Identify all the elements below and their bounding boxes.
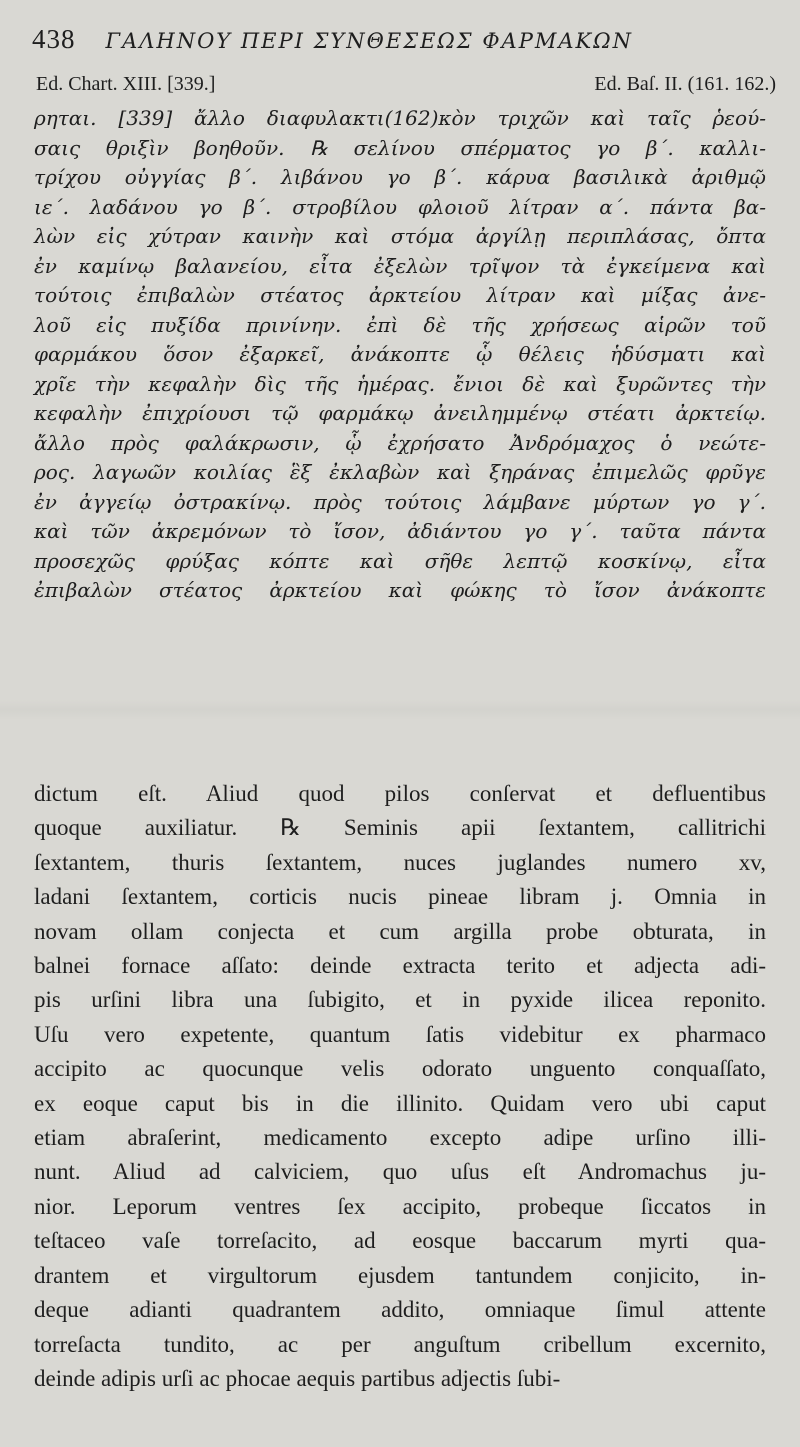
greek-text-line: λοῦ εἰς πυξίδα πρινίνην. ἐπὶ δὲ τῆς χρήσεως αἱρῶν τοῦ	[34, 312, 766, 337]
latin-text-line: nunt. Aliud ad calviciem, quo uſus eſt Andromachus ju-	[34, 1159, 766, 1185]
greek-text-line: σαις θριξὶν βοηθοῦν. ℞ σελίνου σπέρματος γο β΄. καλλι-	[34, 135, 766, 160]
greek-text-line: ἐπιβαλὼν στέατος ἀρκτείου καὶ φώκης τὸ ἴσον ἀνάκοπτε	[34, 578, 766, 602]
greek-text-line: φαρμάκου ὅσον ἐξαρκεῖ, ἀνάκοπτε ᾧ θέλεις ἡδύσματι καὶ	[34, 342, 766, 366]
edition-references	[36, 73, 776, 96]
greek-text-line: κεφαλὴν ἐπιχρίουσι τῷ φαρμάκῳ ἀνειλημμένῳ στέατι ἀρκτείῳ.	[34, 401, 766, 425]
greek-text-line: χρῖε τὴν κεφαλὴν δὶς τῆς ἡμέρας. ἔνιοι δὲ καὶ ξυρῶντες τὴν	[34, 371, 766, 396]
greek-text-line: προσεχῶς φρύξας κόπτε καὶ σῆθε λεπτῷ κοσκίνῳ, εἶτα	[34, 548, 766, 573]
latin-text-line: deinde adipis urſi ac phocae aequis partibus adjectis ſubi-	[34, 1365, 561, 1391]
latin-text-line: deque adianti quadrantem addito, omniaque ſimul attente	[34, 1297, 766, 1323]
latin-text-line: Uſu vero expetente, quantum ſatis videbitur ex pharmaco	[34, 1021, 766, 1047]
greek-text-line: καὶ τῶν ἀκρεμόνων τὸ ἴσον, ἀδιάντου γο γ΄. ταῦτα πάντα	[34, 519, 766, 543]
greek-text-line: ἐν ἀγγείῳ ὀστρακίνῳ. πρὸς τούτοις λάμβανε μύρτων γο γ΄.	[34, 489, 766, 514]
latin-text-line: etiam abraſerint, medicamento excepto adipe urſino illi-	[34, 1125, 766, 1151]
latin-text-line: quoque auxiliatur. ℞ Seminis apii ſextantem, callitrichi	[34, 815, 766, 841]
greek-text-line: ρηται. [339] ἄλλο διαφυλακτι(162)κὸν τριχῶν καὶ ταῖς ῥεού-	[34, 106, 766, 130]
latin-text-line: teſtaceo vaſe torreſacito, ad eosque baccarum myrti qua-	[34, 1228, 766, 1254]
edition-right: Ed. Baſ. II. (161. 162.)	[594, 73, 776, 95]
latin-text-line: pis urſini libra una ſubigito, et in pyxide ilicea reponito.	[34, 987, 766, 1013]
page-number: 438	[32, 24, 76, 54]
latin-text-line: dictum eſt. Aliud quod pilos conſervat et defluentibus	[34, 781, 766, 806]
greek-text-line: ἄλλο πρὸς φαλάκρωσιν, ᾧ ἐχρήσατο Ἀνδρόμαχος ὁ νεώτε-	[34, 430, 766, 455]
greek-text-line: τρίχου οὐγγίας β΄. λιβάνου γο β΄. κάρυα βασιλικὰ ἀριθμῷ	[34, 165, 766, 189]
latin-text-line: drantem et virgultorum ejusdem tantundem conjicito, in-	[34, 1262, 766, 1288]
greek-text-line: λὼν εἰς χύτραν καινὴν καὶ στόμα ἀργίλῃ περιπλάσας, ὄπτα	[34, 224, 766, 248]
edition-left: Ed. Chart. XIII. [339.]	[36, 73, 216, 95]
running-title: ΓΑΛΗΝΟΥ ΠΕΡΙ ΣΥΝΘΕΣΕΩΣ ΦΑΡΜΑΚΩΝ	[105, 29, 633, 53]
greek-text-block	[34, 104, 766, 606]
latin-text-line: torreſacta tundito, ac per anguſtum cribellum excernito,	[34, 1331, 766, 1357]
greek-text-line: τούτοις ἐπιβαλὼν στέατος ἀρκτείου λίτραν καὶ μίξας ἀνε-	[34, 283, 766, 307]
latin-text-line: novam ollam conjecta et cum argilla probe obturata, in	[34, 918, 766, 944]
latin-text-line: ſextantem, thuris ſextantem, nuces juglandes numero xv,	[34, 849, 766, 875]
latin-text-line: ex eoque caput bis in die illinito. Quidam vero ubi caput	[34, 1090, 766, 1116]
greek-text-line: ρος. λαγωῶν κοιλίας ἓξ ἐκλαβὼν καὶ ξηράνας ἐπιμελῶς φρῦγε	[34, 460, 766, 484]
greek-text-line: ἐν καμίνῳ βαλανείου, εἶτα ἐξελὼν τρῖψον τὰ ἐγκείμενα καὶ	[34, 253, 766, 278]
bleed-through-band	[0, 700, 800, 720]
latin-text-line: balnei fornace aſſato: deinde extracta terito et adjecta adi-	[34, 953, 766, 979]
greek-text-line: ιε΄. λαδάνου γο β΄. στροβίλου φλοιοῦ λίτραν α΄. πάντα βα-	[34, 194, 766, 219]
running-header	[32, 24, 772, 64]
latin-text-line: accipito ac quocunque velis odorato unguento conquaſſato,	[34, 1056, 766, 1082]
latin-text-line: ladani ſextantem, corticis nucis pineae libram j. Omnia in	[34, 884, 766, 910]
latin-text-block	[34, 777, 766, 1396]
latin-text-line: nior. Leporum ventres ſex accipito, probeque ſiccatos in	[34, 1193, 766, 1219]
